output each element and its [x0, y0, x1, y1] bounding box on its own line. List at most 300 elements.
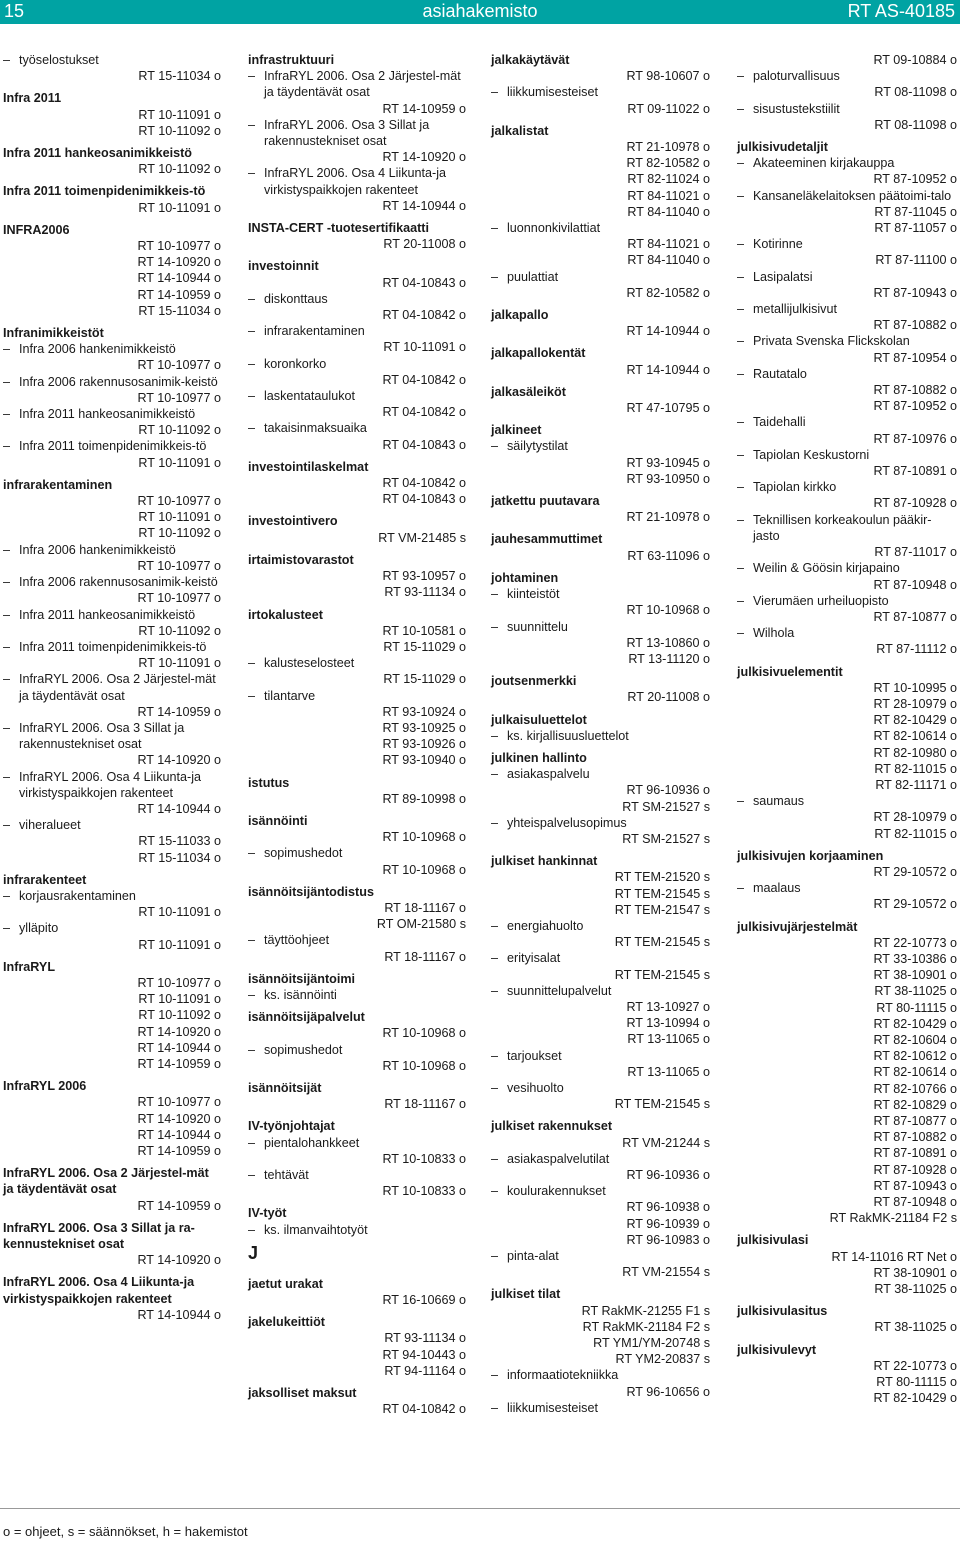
- index-reference: RT 08-11098 o: [874, 117, 957, 132]
- index-subentry: – suunnittelu: [491, 619, 710, 635]
- index-reference: RT 87-10891 o: [873, 1146, 957, 1161]
- footer-legend: o = ohjeet, s = säännökset, h = hakemistot: [3, 1524, 248, 1539]
- index-subentry: – koulurakennukset: [491, 1183, 710, 1199]
- index-reference: RT 14-10944 o: [382, 198, 466, 213]
- index-reference: RT 14-11016 RT Net o: [831, 1249, 957, 1264]
- index-reference: RT 15-11034 o: [138, 69, 221, 84]
- index-reference: RT 93-10926 o: [382, 737, 466, 752]
- index-reference: RT 87-10948 o: [873, 1195, 957, 1210]
- index-reference: RT 87-10882 o: [873, 318, 957, 333]
- page-number: 15: [4, 1, 25, 21]
- index-reference: RT 29-10572 o: [873, 897, 957, 912]
- index-reference: RT 93-10924 o: [382, 704, 466, 719]
- index-reference: RT 82-10582 o: [626, 156, 710, 171]
- index-reference: RT 10-11091 o: [138, 937, 221, 952]
- index-reference: RT 87-10943 o: [873, 1178, 957, 1193]
- index-heading: InfraRYL: [3, 959, 56, 974]
- index-reference: RT 10-11092 o: [138, 123, 221, 138]
- index-heading: investointivero: [248, 514, 338, 529]
- index-subentry: – ks. ilmanvaihtotyöt: [248, 1222, 466, 1238]
- index-reference: RT TEM-21545 s: [614, 935, 710, 950]
- index-subentry: – infrarakentaminen: [248, 323, 466, 339]
- index-subentry: – Tapiolan kirkko: [737, 479, 957, 495]
- index-reference: RT 84-11021 o: [627, 237, 710, 252]
- index-subentry: – luonnonkivilattiat: [491, 220, 710, 236]
- index-heading: jalkalistat: [491, 123, 549, 138]
- index-reference: RT 87-11057 o: [874, 221, 957, 236]
- index-reference: RT 82-11015 o: [874, 761, 957, 776]
- index-subentry: – Privata Svenska Flickskolan: [737, 333, 957, 349]
- index-subentry: – yhteispalvelusopimus: [491, 815, 710, 831]
- index-subentry: – Infra 2006 rakennusosanimik-keistö: [3, 574, 221, 590]
- index-reference: RT 38-11025 o: [874, 984, 957, 999]
- index-reference: RT 87-10882 o: [873, 383, 957, 398]
- index-column-1: [3, 52, 221, 1323]
- index-subentry: – Kotirinne: [737, 236, 957, 252]
- index-reference: RT 29-10572 o: [873, 864, 957, 879]
- index-heading: jatkettu puutavara: [491, 494, 600, 509]
- index-heading: julkiset hankinnat: [491, 854, 598, 869]
- index-reference: RT 10-10977 o: [137, 1095, 221, 1110]
- index-reference: RT 04-10842 o: [382, 308, 466, 323]
- index-reference: RT 09-10884 o: [873, 53, 957, 67]
- index-reference: RT TEM-21545 s: [614, 967, 710, 982]
- index-reference: RT 82-10829 o: [873, 1097, 957, 1112]
- index-subentry: – paloturvallisuus: [737, 68, 957, 84]
- index-reference: RT 98-10607 o: [626, 69, 710, 84]
- index-reference: RT 28-10979 o: [873, 696, 957, 711]
- index-subentry: – kiinteistöt: [491, 586, 710, 602]
- index-reference: RT 14-10920 o: [137, 1024, 221, 1039]
- index-reference: RT 04-10842 o: [382, 1402, 466, 1417]
- index-heading: InfraRYL 2006. Osa 2 Järjestel-mät ja täydentävät osat: [3, 1166, 209, 1197]
- index-reference: RT 14-10920 o: [137, 1253, 221, 1268]
- index-heading: julkiset tilat: [491, 1287, 561, 1302]
- index-reference: RT 96-10983 o: [626, 1232, 710, 1247]
- index-reference: RT 09-11022 o: [627, 101, 710, 116]
- index-reference: RT 14-10944 o: [626, 324, 710, 339]
- index-heading: jalkapallo: [491, 308, 549, 323]
- index-subentry: – tarjoukset: [491, 1048, 710, 1064]
- index-subentry: – Infra 2006 hankenimikkeistö: [3, 542, 221, 558]
- index-heading: julkinen hallinto: [491, 750, 587, 765]
- index-reference: RT 14-10944 o: [137, 271, 221, 286]
- index-reference: RT 10-10581 o: [382, 623, 466, 638]
- index-subentry: – vesihuolto: [491, 1080, 710, 1096]
- index-reference: RT 04-10842 o: [382, 405, 466, 420]
- index-heading: jalkineet: [491, 423, 542, 438]
- index-reference: RT 14-10959 o: [137, 1144, 221, 1158]
- index-subentry: – ks. kirjallisuusluettelot: [491, 728, 710, 744]
- index-heading: julkisivujen korjaaminen: [737, 848, 884, 863]
- index-reference: RT 38-11025 o: [874, 1282, 957, 1297]
- index-subentry: – suunnittelupalvelut: [491, 983, 710, 999]
- index-reference: RT 10-11091 o: [138, 107, 221, 122]
- index-reference: RT 96-10656 o: [626, 1384, 710, 1399]
- index-reference: RT 82-10612 o: [873, 1049, 957, 1064]
- index-heading: isännöinti: [248, 813, 308, 828]
- index-reference: RT 87-10928 o: [873, 496, 957, 511]
- index-subentry: – InfraRYL 2006. Osa 2 Järjestel-mät ja täydentävät osat: [248, 68, 466, 100]
- index-reference: RT 38-10901 o: [873, 1265, 957, 1280]
- index-column-4: [737, 52, 957, 1406]
- index-reference: RT 84-11040 o: [627, 253, 710, 268]
- index-reference: RT 14-10959 o: [137, 704, 221, 719]
- index-subentry: – Lasipalatsi: [737, 269, 957, 285]
- index-reference: RT 10-11092 o: [138, 623, 221, 638]
- index-subentry: – Kansaneläkelaitoksen päätoimi-talo: [737, 188, 957, 204]
- index-heading: julkisivulevyt: [737, 1342, 817, 1357]
- index-reference: RT 82-10429 o: [873, 713, 957, 728]
- index-heading: jaksolliset maksut: [248, 1386, 357, 1401]
- index-reference: RT 28-10979 o: [873, 810, 957, 825]
- index-heading: isännöitsijäntodistus: [248, 884, 374, 899]
- index-reference: RT 18-11167 o: [384, 1097, 466, 1112]
- index-heading: jalkakäytävät: [491, 53, 570, 67]
- index-heading: Infra 2011 hankeosanimikkeistö: [3, 146, 192, 161]
- index-reference: RT 04-10842 o: [382, 476, 466, 491]
- index-heading: julkisivuelementit: [737, 664, 843, 679]
- index-heading: INFRA2006: [3, 222, 70, 237]
- index-reference: RT 04-10843 o: [382, 275, 466, 290]
- index-reference: RT 10-10977 o: [137, 975, 221, 990]
- index-heading: julkisivudetaljit: [737, 140, 828, 155]
- index-reference: RT 87-10952 o: [873, 399, 957, 414]
- index-reference: RT 87-11017 o: [874, 545, 957, 560]
- document-number: RT AS-40185: [847, 1, 955, 21]
- index-heading: istutus: [248, 775, 290, 790]
- index-subentry: – liikkumisesteiset: [491, 84, 710, 100]
- index-subentry: – erityisalat: [491, 950, 710, 966]
- index-reference: RT 87-11112 o: [876, 642, 957, 657]
- index-reference: RT 84-11021 o: [627, 188, 710, 203]
- index-heading: joutsenmerkki: [491, 674, 577, 689]
- index-reference: RT 15-11034 o: [138, 850, 221, 865]
- index-reference: RT 38-10901 o: [873, 968, 957, 983]
- index-reference: RT 10-11092 o: [138, 423, 221, 438]
- index-reference: RT 10-10833 o: [382, 1151, 466, 1166]
- index-heading: isännöitsijäpalvelut: [248, 1010, 365, 1025]
- index-column-3: [491, 52, 710, 1416]
- index-subentry: – asiakaspalvelutilat: [491, 1151, 710, 1167]
- index-reference: RT 10-11091 o: [138, 656, 221, 671]
- index-reference: RT TEM-21545 s: [614, 1097, 710, 1112]
- index-reference: RT OM-21580 s: [376, 917, 466, 932]
- index-heading: julkisivulasitus: [737, 1304, 828, 1319]
- index-reference: RT RakMK-21184 F2 s: [829, 1211, 957, 1226]
- index-reference: RT 84-11040 o: [627, 204, 710, 219]
- index-subentry: – ks. isännöinti: [248, 987, 466, 1003]
- index-heading: InfraRYL 2006: [3, 1079, 87, 1094]
- index-subentry: – informaatiotekniikka: [491, 1367, 710, 1383]
- index-subentry: – kalusteselosteet: [248, 655, 466, 671]
- index-reference: RT 94-11164 o: [384, 1363, 466, 1378]
- index-heading: julkisivulasi: [737, 1233, 809, 1248]
- index-subentry: – tehtävät: [248, 1167, 466, 1183]
- index-reference: RT 14-10920 o: [382, 150, 466, 165]
- index-subentry: – sopimushedot: [248, 845, 466, 861]
- index-subentry: – täyttöohjeet: [248, 932, 466, 948]
- index-reference: RT 14-10959 o: [137, 287, 221, 302]
- index-letter: J: [248, 1242, 259, 1263]
- index-reference: RT TEM-21545 s: [614, 886, 710, 901]
- index-reference: RT 14-10944 o: [137, 801, 221, 816]
- index-reference: RT RakMK-21255 F1 s: [581, 1303, 710, 1318]
- index-reference: RT 10-11091 o: [138, 455, 221, 470]
- index-reference: RT 14-10959 o: [382, 101, 466, 116]
- index-reference: RT 10-11091 o: [138, 905, 221, 920]
- index-subentry: – InfraRYL 2006. Osa 2 Järjestel-mät ja täydentävät osat: [3, 671, 221, 703]
- index-subentry: – pientalohankkeet: [248, 1135, 466, 1151]
- index-reference: RT 18-11167 o: [384, 900, 466, 915]
- page-header: [0, 0, 960, 24]
- index-reference: RT 20-11008 o: [627, 690, 710, 705]
- index-heading: jalkasäleiköt: [491, 384, 566, 399]
- index-subentry: – Infra 2006 rakennusosanimik-keistö: [3, 374, 221, 390]
- index-reference: RT 82-10766 o: [873, 1081, 957, 1096]
- index-reference: RT 13-11065 o: [627, 1064, 710, 1079]
- index-reference: RT 10-10968 o: [626, 603, 710, 618]
- index-reference: RT 10-10977 o: [137, 390, 221, 405]
- index-reference: RT 13-10994 o: [626, 1016, 710, 1031]
- index-subentry: – Infra 2011 hankeosanimikkeistö: [3, 607, 221, 623]
- index-reference: RT 96-10938 o: [626, 1200, 710, 1215]
- index-reference: RT 14-10920 o: [137, 255, 221, 270]
- index-reference: RT 04-10843 o: [382, 492, 466, 507]
- index-reference: RT 10-11092 o: [138, 1008, 221, 1023]
- index-subentry: – sopimushedot: [248, 1042, 466, 1058]
- index-reference: RT 13-10927 o: [626, 999, 710, 1014]
- index-reference: RT 87-10948 o: [873, 577, 957, 592]
- index-reference: RT 96-10936 o: [626, 1168, 710, 1182]
- index-reference: RT 10-10977 o: [137, 358, 221, 373]
- index-reference: RT 96-10939 o: [626, 1216, 710, 1231]
- index-subentry: – puulattiat: [491, 269, 710, 285]
- index-heading: jakelukeittiöt: [248, 1315, 325, 1330]
- index-subentry: – saumaus: [737, 793, 957, 809]
- index-heading: INSTA-CERT -tuotesertifikaatti: [248, 221, 429, 236]
- index-reference: RT 04-10843 o: [382, 437, 466, 452]
- index-subentry: – diskonttaus: [248, 291, 466, 307]
- index-reference: RT TEM-21520 s: [614, 870, 710, 885]
- index-subentry: – ylläpito: [3, 920, 221, 936]
- index-heading: Infra 2011: [3, 91, 62, 106]
- index-reference: RT VM-21485 s: [378, 530, 466, 545]
- index-heading: isännöitsijät: [248, 1080, 322, 1095]
- index-reference: RT 13-11120 o: [628, 651, 710, 666]
- index-reference: RT 15-11033 o: [138, 834, 221, 849]
- index-reference: RT 15-11034 o: [138, 303, 221, 318]
- index-reference: RT TEM-21547 s: [614, 902, 710, 917]
- index-reference: RT 82-10582 o: [626, 285, 710, 300]
- index-reference: RT 82-10614 o: [873, 1065, 957, 1080]
- index-reference: RT 22-10773 o: [873, 935, 957, 950]
- index-subentry: – laskentataulukot: [248, 388, 466, 404]
- index-reference: RT 10-10977 o: [137, 591, 221, 606]
- index-reference: RT 10-11092 o: [138, 526, 221, 541]
- index-reference: RT 14-10920 o: [137, 753, 221, 768]
- index-reference: RT VM-21554 s: [622, 1265, 710, 1280]
- index-reference: RT 10-11091 o: [138, 992, 221, 1007]
- index-reference: RT 22-10773 o: [873, 1358, 957, 1373]
- index-reference: RT 47-10795 o: [626, 401, 710, 416]
- index-reference: RT 10-10833 o: [382, 1184, 466, 1199]
- index-subentry: – pinta-alat: [491, 1248, 710, 1264]
- index-reference: RT 93-10957 o: [382, 569, 466, 584]
- index-heading: irtokalusteet: [248, 607, 323, 622]
- index-heading: julkisivujärjestelmät: [737, 919, 858, 934]
- index-reference: RT 80-11115 o: [876, 1000, 957, 1015]
- index-reference: RT 10-10968 o: [382, 830, 466, 845]
- index-reference: RT 13-10860 o: [626, 635, 710, 650]
- index-reference: RT 14-10944 o: [137, 1307, 221, 1322]
- index-heading: jalkapallokentät: [491, 346, 586, 361]
- index-reference: RT 10-10968 o: [382, 862, 466, 877]
- footer-divider: [0, 1508, 960, 1509]
- index-heading: julkiset rakennukset: [491, 1119, 613, 1134]
- index-reference: RT SM-21527 s: [622, 831, 710, 846]
- page-title: asiahakemisto: [422, 1, 538, 21]
- index-subentry: – viheralueet: [3, 817, 221, 833]
- index-reference: RT 87-10943 o: [873, 285, 957, 300]
- index-subentry: – Taidehalli: [737, 414, 957, 430]
- index-reference: RT 15-11029 o: [383, 672, 466, 687]
- index-reference: RT 93-10940 o: [382, 753, 466, 768]
- index-reference: RT 14-10944 o: [137, 1127, 221, 1142]
- index-subentry: – Infra 2011 toimenpidenimikkeis-tö: [3, 438, 221, 454]
- index-reference: RT 87-10891 o: [873, 464, 957, 479]
- index-reference: RT 04-10842 o: [382, 372, 466, 387]
- index-subentry: – korjausrakentaminen: [3, 888, 221, 904]
- index-subentry: – maalaus: [737, 880, 957, 896]
- index-reference: RT 18-11167 o: [384, 949, 466, 964]
- index-heading: InfraRYL 2006. Osa 4 Liikunta-ja virkistyspaikkojen rakenteet: [3, 1275, 195, 1306]
- index-reference: RT 14-10959 o: [137, 1198, 221, 1213]
- index-reference: RT 10-11092 o: [138, 162, 221, 177]
- index-subentry: – InfraRYL 2006. Osa 4 Liikunta-ja virkistyspaikkojen rakenteet: [3, 769, 221, 801]
- index-reference: RT 63-11096 o: [627, 548, 710, 563]
- index-heading: Infranimikkeistöt: [3, 326, 104, 341]
- index-heading: johtaminen: [491, 570, 559, 585]
- index-reference: RT 96-10936 o: [626, 783, 710, 798]
- index-reference: RT SM-21527 s: [622, 799, 710, 814]
- index-reference: RT 87-10882 o: [873, 1130, 957, 1145]
- index-reference: RT 20-11008 o: [383, 237, 466, 252]
- index-subentry: – sisustustekstiilit: [737, 101, 957, 117]
- index-subentry: – Rautatalo: [737, 366, 957, 382]
- index-reference: RT 87-11100 o: [875, 253, 957, 268]
- index-reference: RT 10-10995 o: [873, 680, 957, 695]
- index-reference: RT 16-10669 o: [382, 1293, 466, 1308]
- index-reference: RT 80-11115 o: [876, 1375, 957, 1390]
- index-reference: RT VM-21244 s: [622, 1135, 710, 1150]
- index-reference: RT 14-10944 o: [626, 362, 710, 377]
- index-reference: RT 10-11091 o: [138, 510, 221, 525]
- index-reference: RT 87-10976 o: [873, 431, 957, 446]
- index-subentry: – säilytystilat: [491, 438, 710, 454]
- index-reference: RT 21-10978 o: [626, 510, 710, 525]
- index-subentry: – liikkumisesteiset: [491, 1400, 710, 1416]
- index-subentry: – Vierumäen urheiluopisto: [737, 593, 957, 609]
- index-reference: RT 87-10928 o: [873, 1162, 957, 1177]
- index-reference: RT 89-10998 o: [382, 791, 466, 806]
- index-heading: infrarakentaminen: [3, 477, 113, 492]
- index-subentry: – Tapiolan Keskustorni: [737, 447, 957, 463]
- index-reference: RT 87-10877 o: [873, 1114, 957, 1128]
- index-reference: RT 82-11015 o: [874, 826, 957, 841]
- index-reference: RT 87-10954 o: [873, 350, 957, 365]
- index-reference: RT 82-11024 o: [627, 172, 710, 187]
- index-reference: RT 87-11045 o: [874, 204, 957, 219]
- index-heading: IV-työnjohtajat: [248, 1119, 335, 1134]
- index-reference: RT 87-10877 o: [873, 609, 957, 624]
- index-heading: infrarakenteet: [3, 872, 87, 887]
- index-reference: RT 10-10977 o: [137, 239, 221, 254]
- index-subentry: – Akateeminen kirjakauppa: [737, 155, 957, 171]
- index-reference: RT 94-10443 o: [382, 1347, 466, 1362]
- index-reference: RT RakMK-21184 F2 s: [582, 1319, 710, 1334]
- index-reference: RT 14-10920 o: [137, 1111, 221, 1126]
- index-subentry: – Wilhola: [737, 625, 957, 641]
- index-subentry: – asiakaspalvelu: [491, 766, 710, 782]
- index-reference: RT YM1/YM-20748 s: [593, 1336, 710, 1351]
- index-reference: RT 93-11134 o: [384, 585, 466, 600]
- index-reference: RT 10-10968 o: [382, 1058, 466, 1073]
- index-reference: RT 93-10945 o: [626, 455, 710, 470]
- index-heading: investoinnit: [248, 259, 319, 274]
- index-reference: RT YM2-20837 s: [615, 1352, 710, 1367]
- index-reference: RT 93-11134 o: [384, 1331, 466, 1346]
- index-reference: RT 33-10386 o: [873, 951, 957, 966]
- index-subentry: – Weilin & Göösin kirjapaino: [737, 560, 957, 576]
- index-reference: RT 82-10604 o: [873, 1032, 957, 1047]
- index-heading: irtaimistovarastot: [248, 552, 354, 567]
- index-subentry: – energiahuolto: [491, 918, 710, 934]
- index-subentry: – InfraRYL 2006. Osa 3 Sillat ja rakennustekniset osat: [248, 117, 466, 149]
- index-reference: RT 38-11025 o: [874, 1320, 957, 1335]
- index-reference: RT 13-11065 o: [627, 1032, 710, 1047]
- index-reference: RT 93-10925 o: [382, 720, 466, 735]
- index-heading: isännöitsijäntoimi: [248, 971, 356, 986]
- index-heading: julkaisuluettelot: [491, 712, 587, 727]
- index-subentry: – Infra 2011 toimenpidenimikkeis-tö: [3, 639, 221, 655]
- index-reference: RT 87-10952 o: [873, 172, 957, 187]
- index-reference: RT 08-11098 o: [874, 85, 957, 100]
- index-reference: RT 21-10978 o: [626, 140, 710, 155]
- index-heading: IV-työt: [248, 1206, 287, 1221]
- index-heading: InfraRYL 2006. Osa 3 Sillat ja ra-kennustekniset osat: [3, 1220, 195, 1252]
- index-subentry: – InfraRYL 2006. Osa 3 Sillat ja rakennustekniset osat: [3, 720, 221, 752]
- index-subentry: – koronkorko: [248, 356, 466, 372]
- index-reference: RT 10-11091 o: [383, 340, 466, 355]
- index-heading: infrastruktuuri: [248, 53, 335, 67]
- index-subentry: – Teknillisen korkeakoulun pääkir-jasto: [737, 512, 957, 544]
- index-reference: RT 15-11029 o: [383, 639, 466, 654]
- index-reference: RT 14-10959 o: [137, 1056, 221, 1071]
- index-subentry: – tilantarve: [248, 688, 466, 704]
- index-heading: jauhesammuttimet: [491, 532, 603, 547]
- index-column-2: [248, 52, 466, 1417]
- index-reference: RT 82-10429 o: [873, 1016, 957, 1031]
- index-heading: Infra 2011 toimenpidenimikkeis-tö: [3, 184, 206, 199]
- index-reference: RT 10-10977 o: [137, 494, 221, 509]
- index-reference: RT 93-10950 o: [626, 471, 710, 486]
- index-reference: RT 10-10968 o: [382, 1026, 466, 1041]
- index-reference: RT 10-11091 o: [138, 200, 221, 215]
- index-reference: RT 10-10977 o: [137, 558, 221, 573]
- index-subentry: – työselostukset: [3, 52, 221, 68]
- index-subentry: – InfraRYL 2006. Osa 4 Liikunta-ja virkistyspaikkojen rakenteet: [248, 165, 466, 197]
